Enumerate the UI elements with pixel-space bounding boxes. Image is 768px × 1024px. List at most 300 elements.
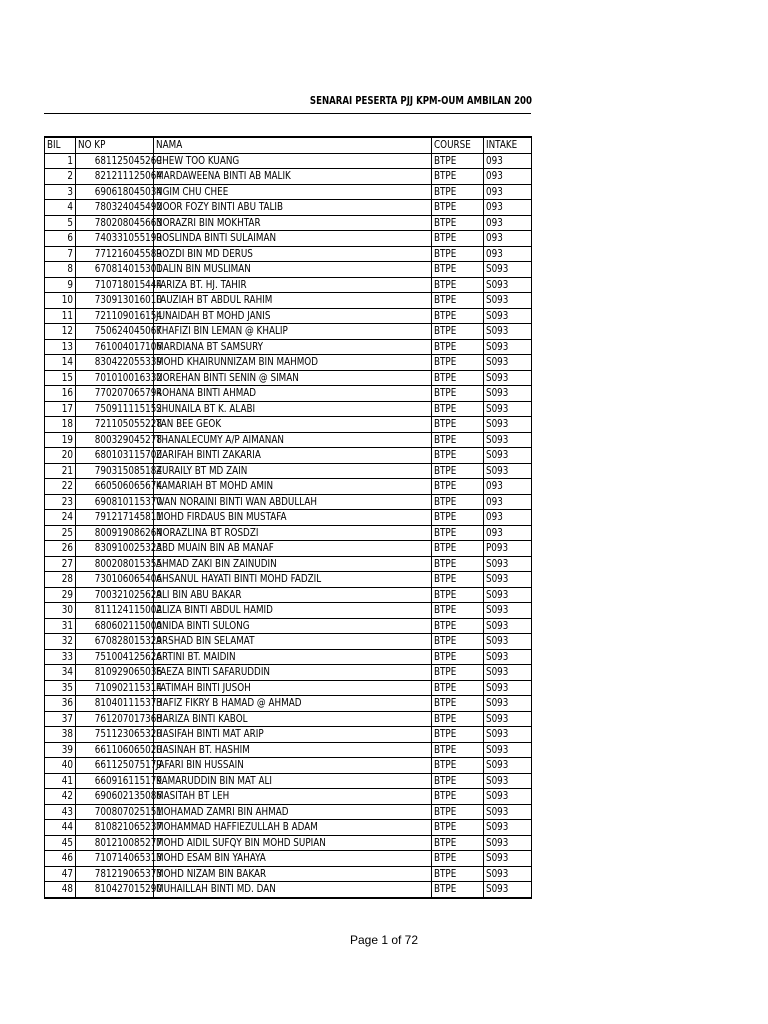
table-row [45, 355, 532, 371]
cell-course: BTPE [432, 277, 484, 293]
cell-course: BTPE [432, 246, 484, 262]
cell-course: BTPE [432, 262, 484, 278]
table-row [45, 587, 532, 603]
cell-nama: MOHD AIDIL SUFQY BIN MOHD SUPIAN [154, 835, 432, 851]
cell-course: BTPE [432, 448, 484, 464]
cell-course: BTPE [432, 293, 484, 309]
cell-intake: S093 [484, 820, 532, 836]
cell-bil: 26 [45, 541, 76, 557]
cell-nama: NOOR FOZY BINTI ABU TALIB [154, 200, 432, 216]
cell-intake: S093 [484, 401, 532, 417]
table-row [45, 618, 532, 634]
cell-bil: 35 [45, 680, 76, 696]
table-row [45, 386, 532, 402]
cell-no-kp: 761207017368 [76, 711, 154, 727]
table-row [45, 293, 532, 309]
cell-no-kp: 830910025323 [76, 541, 154, 557]
table-row [45, 169, 532, 185]
cell-course: BTPE [432, 184, 484, 200]
cell-nama: FAEZA BINTI SAFARUDDIN [154, 665, 432, 681]
cell-nama: MOHD ESAM BIN YAHAYA [154, 851, 432, 867]
cell-bil: 27 [45, 556, 76, 572]
table-row [45, 758, 532, 774]
table-row [45, 231, 532, 247]
cell-bil: 44 [45, 820, 76, 836]
cell-no-kp: 821211125064 [76, 169, 154, 185]
cell-nama: MOHD NIZAM BIN BAKAR [154, 866, 432, 882]
cell-course: BTPE [432, 231, 484, 247]
cell-course: BTPE [432, 432, 484, 448]
cell-nama: ABD MUAIN BIN AB MANAF [154, 541, 432, 557]
cell-no-kp: 681125045269 [76, 153, 154, 169]
cell-no-kp: 800919086264 [76, 525, 154, 541]
cell-nama: ANIDA BINTI SULONG [154, 618, 432, 634]
cell-no-kp: 690810115370 [76, 494, 154, 510]
table-row [45, 866, 532, 882]
cell-nama: KHAFIZI BIN LEMAN @ KHALIP [154, 324, 432, 340]
table-row [45, 649, 532, 665]
cell-course: BTPE [432, 866, 484, 882]
cell-course: BTPE [432, 634, 484, 650]
cell-intake: S093 [484, 262, 532, 278]
cell-bil: 47 [45, 866, 76, 882]
cell-nama: HAFIZ FIKRY B HAMAD @ AHMAD [154, 696, 432, 712]
cell-course: BTPE [432, 308, 484, 324]
cell-no-kp: 740331055190 [76, 231, 154, 247]
cell-no-kp: 661106065020 [76, 742, 154, 758]
cell-bil: 30 [45, 603, 76, 619]
cell-no-kp: 771216045589 [76, 246, 154, 262]
table-row [45, 510, 532, 526]
table-row [45, 370, 532, 386]
cell-intake: 093 [484, 153, 532, 169]
cell-nama: ROHANA BINTI AHMAD [154, 386, 432, 402]
cell-intake: S093 [484, 680, 532, 696]
cell-nama: MOHD FIRDAUS BIN MUSTAFA [154, 510, 432, 526]
cell-nama: DALIN BIN MUSLIMAN [154, 262, 432, 278]
cell-bil: 14 [45, 355, 76, 371]
table-row [45, 680, 532, 696]
cell-course: BTPE [432, 603, 484, 619]
cell-nama: TAN BEE GEOK [154, 417, 432, 433]
header-nama: NAMA [154, 137, 432, 153]
cell-no-kp: 710902115314 [76, 680, 154, 696]
cell-no-kp: 780208045663 [76, 215, 154, 231]
cell-intake: 093 [484, 246, 532, 262]
cell-course: BTPE [432, 665, 484, 681]
title-divider [44, 113, 531, 114]
cell-course: BTPE [432, 525, 484, 541]
cell-intake: S093 [484, 370, 532, 386]
cell-intake: S093 [484, 417, 532, 433]
cell-bil: 32 [45, 634, 76, 650]
cell-intake: S093 [484, 618, 532, 634]
cell-bil: 25 [45, 525, 76, 541]
cell-course: BTPE [432, 463, 484, 479]
table-row [45, 200, 532, 216]
cell-intake: S093 [484, 773, 532, 789]
table-body [45, 153, 532, 898]
cell-no-kp: 770207065794 [76, 386, 154, 402]
cell-bil: 34 [45, 665, 76, 681]
table-row [45, 742, 532, 758]
cell-nama: ALI BIN ABU BAKAR [154, 587, 432, 603]
cell-nama: SHUNAILA BT K. ALABI [154, 401, 432, 417]
cell-no-kp: 761004017106 [76, 339, 154, 355]
cell-course: BTPE [432, 587, 484, 603]
table-row [45, 262, 532, 278]
cell-intake: 093 [484, 494, 532, 510]
cell-intake: 093 [484, 231, 532, 247]
table-row [45, 851, 532, 867]
cell-bil: 29 [45, 587, 76, 603]
table-row [45, 215, 532, 231]
cell-bil: 41 [45, 773, 76, 789]
cell-bil: 4 [45, 200, 76, 216]
cell-bil: 39 [45, 742, 76, 758]
cell-course: BTPE [432, 494, 484, 510]
cell-intake: 093 [484, 184, 532, 200]
cell-nama: FAUZIAH BT ABDUL RAHIM [154, 293, 432, 309]
cell-intake: S093 [484, 711, 532, 727]
cell-course: BTPE [432, 355, 484, 371]
table-row [45, 277, 532, 293]
cell-nama: NOREHAN BINTI SENIN @ SIMAN [154, 370, 432, 386]
cell-bil: 31 [45, 618, 76, 634]
cell-course: BTPE [432, 339, 484, 355]
cell-course: BTPE [432, 556, 484, 572]
cell-nama: HASINAH BT. HASHIM [154, 742, 432, 758]
table-row [45, 463, 532, 479]
cell-no-kp: 750624045067 [76, 324, 154, 340]
table-row [45, 494, 532, 510]
cell-nama: NORAZLINA BT ROSDZI [154, 525, 432, 541]
table-row [45, 773, 532, 789]
cell-nama: FARIZA BT. HJ. TAHIR [154, 277, 432, 293]
cell-bil: 21 [45, 463, 76, 479]
cell-intake: 093 [484, 215, 532, 231]
cell-no-kp: 751004125626 [76, 649, 154, 665]
cell-intake: 093 [484, 510, 532, 526]
cell-no-kp: 680602115000 [76, 618, 154, 634]
table-row [45, 432, 532, 448]
cell-intake: S093 [484, 463, 532, 479]
cell-bil: 1 [45, 153, 76, 169]
table-row [45, 603, 532, 619]
document-title: SENARAI PESERTA PJJ KPM-OUM AMBILAN 200 [309, 94, 532, 107]
cell-bil: 13 [45, 339, 76, 355]
table-row [45, 804, 532, 820]
table-row [45, 479, 532, 495]
cell-bil: 48 [45, 882, 76, 898]
cell-nama: JAFARI BIN HUSSAIN [154, 758, 432, 774]
cell-bil: 9 [45, 277, 76, 293]
header-intake: INTAKE [484, 137, 532, 153]
cell-bil: 8 [45, 262, 76, 278]
cell-course: BTPE [432, 696, 484, 712]
cell-nama: FATIMAH BINTI JUSOH [154, 680, 432, 696]
cell-no-kp: 721109016154 [76, 308, 154, 324]
cell-course: BTPE [432, 820, 484, 836]
cell-no-kp: 790315085184 [76, 463, 154, 479]
cell-bil: 37 [45, 711, 76, 727]
cell-bil: 12 [45, 324, 76, 340]
cell-bil: 45 [45, 835, 76, 851]
cell-nama: MARDAWEENA BINTI AB MALIK [154, 169, 432, 185]
cell-nama: MUHAILLAH BINTI MD. DAN [154, 882, 432, 898]
cell-no-kp: 710714065313 [76, 851, 154, 867]
cell-nama: MOHD KHAIRUNNIZAM BIN MAHMOD [154, 355, 432, 371]
cell-course: BTPE [432, 804, 484, 820]
table-row [45, 184, 532, 200]
cell-intake: S093 [484, 696, 532, 712]
cell-intake: S093 [484, 386, 532, 402]
table-row [45, 665, 532, 681]
cell-nama: NGIM CHU CHEE [154, 184, 432, 200]
cell-no-kp: 661125075179 [76, 758, 154, 774]
cell-no-kp: 780324045492 [76, 200, 154, 216]
cell-no-kp: 721105055228 [76, 417, 154, 433]
table-row [45, 882, 532, 898]
cell-intake: S093 [484, 448, 532, 464]
cell-nama: HARIZA BINTI KABOL [154, 711, 432, 727]
cell-intake: S093 [484, 789, 532, 805]
table-row [45, 835, 532, 851]
cell-bil: 33 [45, 649, 76, 665]
cell-intake: S093 [484, 324, 532, 340]
cell-course: BTPE [432, 417, 484, 433]
cell-intake: S093 [484, 277, 532, 293]
cell-no-kp: 730106065406 [76, 572, 154, 588]
cell-bil: 46 [45, 851, 76, 867]
cell-nama: ROZDI BIN MD DERUS [154, 246, 432, 262]
cell-intake: P093 [484, 541, 532, 557]
cell-no-kp: 830422055339 [76, 355, 154, 371]
table-row [45, 401, 532, 417]
cell-course: BTPE [432, 727, 484, 743]
cell-intake: S093 [484, 293, 532, 309]
cell-nama: NORAZRI BIN MOKHTAR [154, 215, 432, 231]
cell-nama: ZURAILY BT MD ZAIN [154, 463, 432, 479]
cell-intake: S093 [484, 727, 532, 743]
cell-no-kp: 810401115373 [76, 696, 154, 712]
cell-course: BTPE [432, 324, 484, 340]
cell-bil: 17 [45, 401, 76, 417]
cell-no-kp: 800329045278 [76, 432, 154, 448]
cell-course: BTPE [432, 386, 484, 402]
cell-bil: 43 [45, 804, 76, 820]
cell-no-kp: 781219065373 [76, 866, 154, 882]
cell-course: BTPE [432, 541, 484, 557]
cell-intake: S093 [484, 339, 532, 355]
table-row [45, 324, 532, 340]
cell-bil: 5 [45, 215, 76, 231]
cell-bil: 22 [45, 479, 76, 495]
table-row [45, 417, 532, 433]
header-row [45, 137, 532, 153]
cell-no-kp: 810821065237 [76, 820, 154, 836]
cell-nama: JUNAIDAH BT MOHD JANIS [154, 308, 432, 324]
cell-no-kp: 811124115002 [76, 603, 154, 619]
cell-no-kp: 801210085277 [76, 835, 154, 851]
cell-no-kp: 680103115700 [76, 448, 154, 464]
cell-course: BTPE [432, 618, 484, 634]
cell-nama: KAMARUDDIN BIN MAT ALI [154, 773, 432, 789]
cell-bil: 11 [45, 308, 76, 324]
cell-intake: 093 [484, 169, 532, 185]
header-no-kp: NO KP [76, 137, 154, 153]
cell-course: BTPE [432, 153, 484, 169]
cell-intake: S093 [484, 804, 532, 820]
participant-table [44, 136, 532, 899]
cell-bil: 23 [45, 494, 76, 510]
cell-no-kp: 800208015355 [76, 556, 154, 572]
cell-bil: 3 [45, 184, 76, 200]
cell-course: BTPE [432, 215, 484, 231]
cell-intake: S093 [484, 851, 532, 867]
cell-course: BTPE [432, 711, 484, 727]
cell-intake: 093 [484, 200, 532, 216]
table-row [45, 696, 532, 712]
cell-bil: 16 [45, 386, 76, 402]
cell-course: BTPE [432, 680, 484, 696]
table-row [45, 711, 532, 727]
cell-bil: 28 [45, 572, 76, 588]
cell-nama: ARSHAD BIN SELAMAT [154, 634, 432, 650]
cell-no-kp: 751123065320 [76, 727, 154, 743]
cell-nama: ALIZA BINTI ABDUL HAMID [154, 603, 432, 619]
cell-course: BTPE [432, 401, 484, 417]
table-header [45, 137, 532, 153]
cell-bil: 24 [45, 510, 76, 526]
cell-bil: 36 [45, 696, 76, 712]
table-row [45, 525, 532, 541]
cell-bil: 6 [45, 231, 76, 247]
cell-no-kp: 700807025151 [76, 804, 154, 820]
cell-course: BTPE [432, 649, 484, 665]
table-row [45, 153, 532, 169]
cell-course: BTPE [432, 742, 484, 758]
cell-intake: S093 [484, 355, 532, 371]
cell-nama: AHMAD ZAKI BIN ZAINUDIN [154, 556, 432, 572]
cell-course: BTPE [432, 773, 484, 789]
table-row [45, 308, 532, 324]
cell-nama: MASITAH BT LEH [154, 789, 432, 805]
cell-course: BTPE [432, 882, 484, 898]
cell-no-kp: 810929065036 [76, 665, 154, 681]
cell-intake: S093 [484, 572, 532, 588]
cell-course: BTPE [432, 835, 484, 851]
cell-nama: AHSANUL HAYATI BINTI MOHD FADZIL [154, 572, 432, 588]
cell-bil: 2 [45, 169, 76, 185]
cell-no-kp: 660506065674 [76, 479, 154, 495]
cell-no-kp: 690618045034 [76, 184, 154, 200]
cell-intake: S093 [484, 634, 532, 650]
cell-intake: 093 [484, 525, 532, 541]
cell-nama: HASIFAH BINTI MAT ARIP [154, 727, 432, 743]
cell-no-kp: 670828015329 [76, 634, 154, 650]
cell-bil: 19 [45, 432, 76, 448]
cell-intake: S093 [484, 587, 532, 603]
cell-course: BTPE [432, 851, 484, 867]
cell-intake: S093 [484, 835, 532, 851]
cell-no-kp: 710718015444 [76, 277, 154, 293]
cell-bil: 38 [45, 727, 76, 743]
table-row [45, 448, 532, 464]
cell-no-kp: 810427015290 [76, 882, 154, 898]
cell-bil: 18 [45, 417, 76, 433]
cell-intake: S093 [484, 556, 532, 572]
cell-intake: S093 [484, 432, 532, 448]
cell-bil: 20 [45, 448, 76, 464]
cell-nama: KAMARIAH BT MOHD AMIN [154, 479, 432, 495]
cell-no-kp: 670814015301 [76, 262, 154, 278]
cell-nama: ZARIFAH BINTI ZAKARIA [154, 448, 432, 464]
cell-no-kp: 690602135086 [76, 789, 154, 805]
header-bil: BIL [45, 137, 76, 153]
cell-nama: MOHAMAD ZAMRI BIN AHMAD [154, 804, 432, 820]
cell-intake: S093 [484, 758, 532, 774]
cell-nama: CHEW TOO KUANG [154, 153, 432, 169]
table-row [45, 246, 532, 262]
cell-nama: ROSLINDA BINTI SULAIMAN [154, 231, 432, 247]
cell-bil: 7 [45, 246, 76, 262]
cell-course: BTPE [432, 479, 484, 495]
cell-intake: S093 [484, 742, 532, 758]
table-row [45, 820, 532, 836]
table-row [45, 634, 532, 650]
cell-course: BTPE [432, 572, 484, 588]
page-number: Page 1 of 72 [349, 933, 419, 947]
cell-nama: ARTINI BT. MAIDIN [154, 649, 432, 665]
cell-bil: 40 [45, 758, 76, 774]
header-course: COURSE [432, 137, 484, 153]
table-row [45, 541, 532, 557]
cell-no-kp: 791217145811 [76, 510, 154, 526]
cell-intake: S093 [484, 308, 532, 324]
table-row [45, 339, 532, 355]
cell-course: BTPE [432, 200, 484, 216]
cell-no-kp: 750911115152 [76, 401, 154, 417]
cell-no-kp: 730913016010 [76, 293, 154, 309]
table-row [45, 727, 532, 743]
table-row [45, 572, 532, 588]
cell-no-kp: 660916115179 [76, 773, 154, 789]
cell-nama: THANALECUMY A/P AIMANAN [154, 432, 432, 448]
cell-intake: 093 [484, 479, 532, 495]
cell-course: BTPE [432, 789, 484, 805]
cell-course: BTPE [432, 758, 484, 774]
cell-bil: 10 [45, 293, 76, 309]
cell-intake: S093 [484, 866, 532, 882]
cell-no-kp: 701010016332 [76, 370, 154, 386]
cell-bil: 15 [45, 370, 76, 386]
cell-intake: S093 [484, 603, 532, 619]
cell-intake: S093 [484, 882, 532, 898]
cell-course: BTPE [432, 169, 484, 185]
cell-nama: MOHAMMAD HAFFIEZULLAH B ADAM [154, 820, 432, 836]
cell-intake: S093 [484, 665, 532, 681]
cell-course: BTPE [432, 510, 484, 526]
cell-no-kp: 700321025629 [76, 587, 154, 603]
cell-nama: WAN NORAINI BINTI WAN ABDULLAH [154, 494, 432, 510]
table-row [45, 556, 532, 572]
cell-intake: S093 [484, 649, 532, 665]
cell-course: BTPE [432, 370, 484, 386]
cell-bil: 42 [45, 789, 76, 805]
cell-nama: MARDIANA BT SAMSURY [154, 339, 432, 355]
table-row [45, 789, 532, 805]
